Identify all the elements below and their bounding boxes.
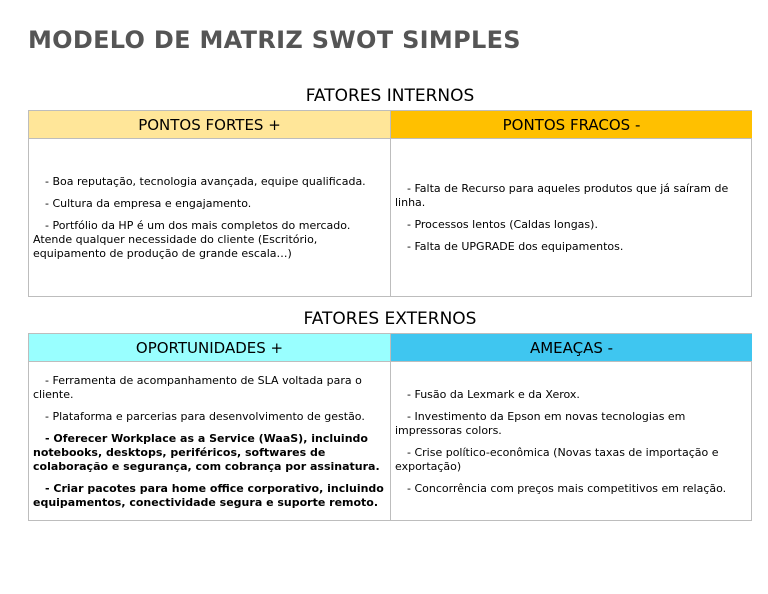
threat-item: - Fusão da Lexmark e da Xerox. bbox=[407, 387, 580, 401]
external-factors-title: FATORES EXTERNOS bbox=[303, 309, 477, 329]
weakness-item: - Processos lentos (Caldas longas). bbox=[407, 218, 598, 231]
weakness-item: - Falta de Recurso para aqueles produtos que já saíram de linha. bbox=[395, 182, 729, 209]
weaknesses-cell bbox=[391, 139, 752, 297]
threats-header: AMEAÇAS - bbox=[391, 334, 752, 362]
threat-item: - Concorrência com preços mais competitivos em relação. bbox=[407, 481, 727, 495]
strengths-header: PONTOS FORTES + bbox=[29, 111, 391, 139]
opportunities-header: OPORTUNIDADES + bbox=[29, 334, 391, 362]
opportunity-item: - Criar pacotes para home office corporativo, incluindo equipamentos, conectividade segura e suporte remoto. bbox=[33, 481, 384, 509]
weaknesses-header: PONTOS FRACOS - bbox=[391, 111, 752, 139]
weakness-item: - Falta de UPGRADE dos equipamentos. bbox=[407, 240, 624, 253]
strength-item: - Boa reputação, tecnologia avançada, equipe qualificada. bbox=[45, 175, 366, 188]
strength-item: - Portfólio da HP é um dos mais completos do mercado. Atende qualquer necessidade do cliente (Escritório, equipamento de produção de grande escala…) bbox=[33, 219, 351, 260]
strengths-cell bbox=[29, 139, 391, 297]
threat-item: - Crise político-econômica (Novas taxas de importação e exportação) bbox=[395, 445, 719, 473]
threats-cell bbox=[391, 362, 752, 521]
external-factors-table bbox=[28, 333, 752, 521]
opportunity-item: - Ferramenta de acompanhamento de SLA voltada para o cliente. bbox=[33, 373, 362, 401]
opportunity-item: - Oferecer Workplace as a Service (WaaS), incluindo notebooks, desktops, periféricos, softwares de colaboração e segurança, com cobrança por assinatura. bbox=[33, 431, 380, 473]
internal-factors-title: FATORES INTERNOS bbox=[305, 86, 475, 106]
threat-item: - Investimento da Epson em novas tecnologias em impressoras colors. bbox=[395, 409, 686, 437]
page-title: MODELO DE MATRIZ SWOT SIMPLES bbox=[28, 26, 521, 54]
strength-item: - Cultura da empresa e engajamento. bbox=[45, 197, 252, 210]
opportunities-cell bbox=[29, 362, 391, 521]
opportunity-item: - Plataforma e parcerias para desenvolvimento de gestão. bbox=[45, 409, 365, 423]
internal-factors-table bbox=[28, 110, 752, 297]
